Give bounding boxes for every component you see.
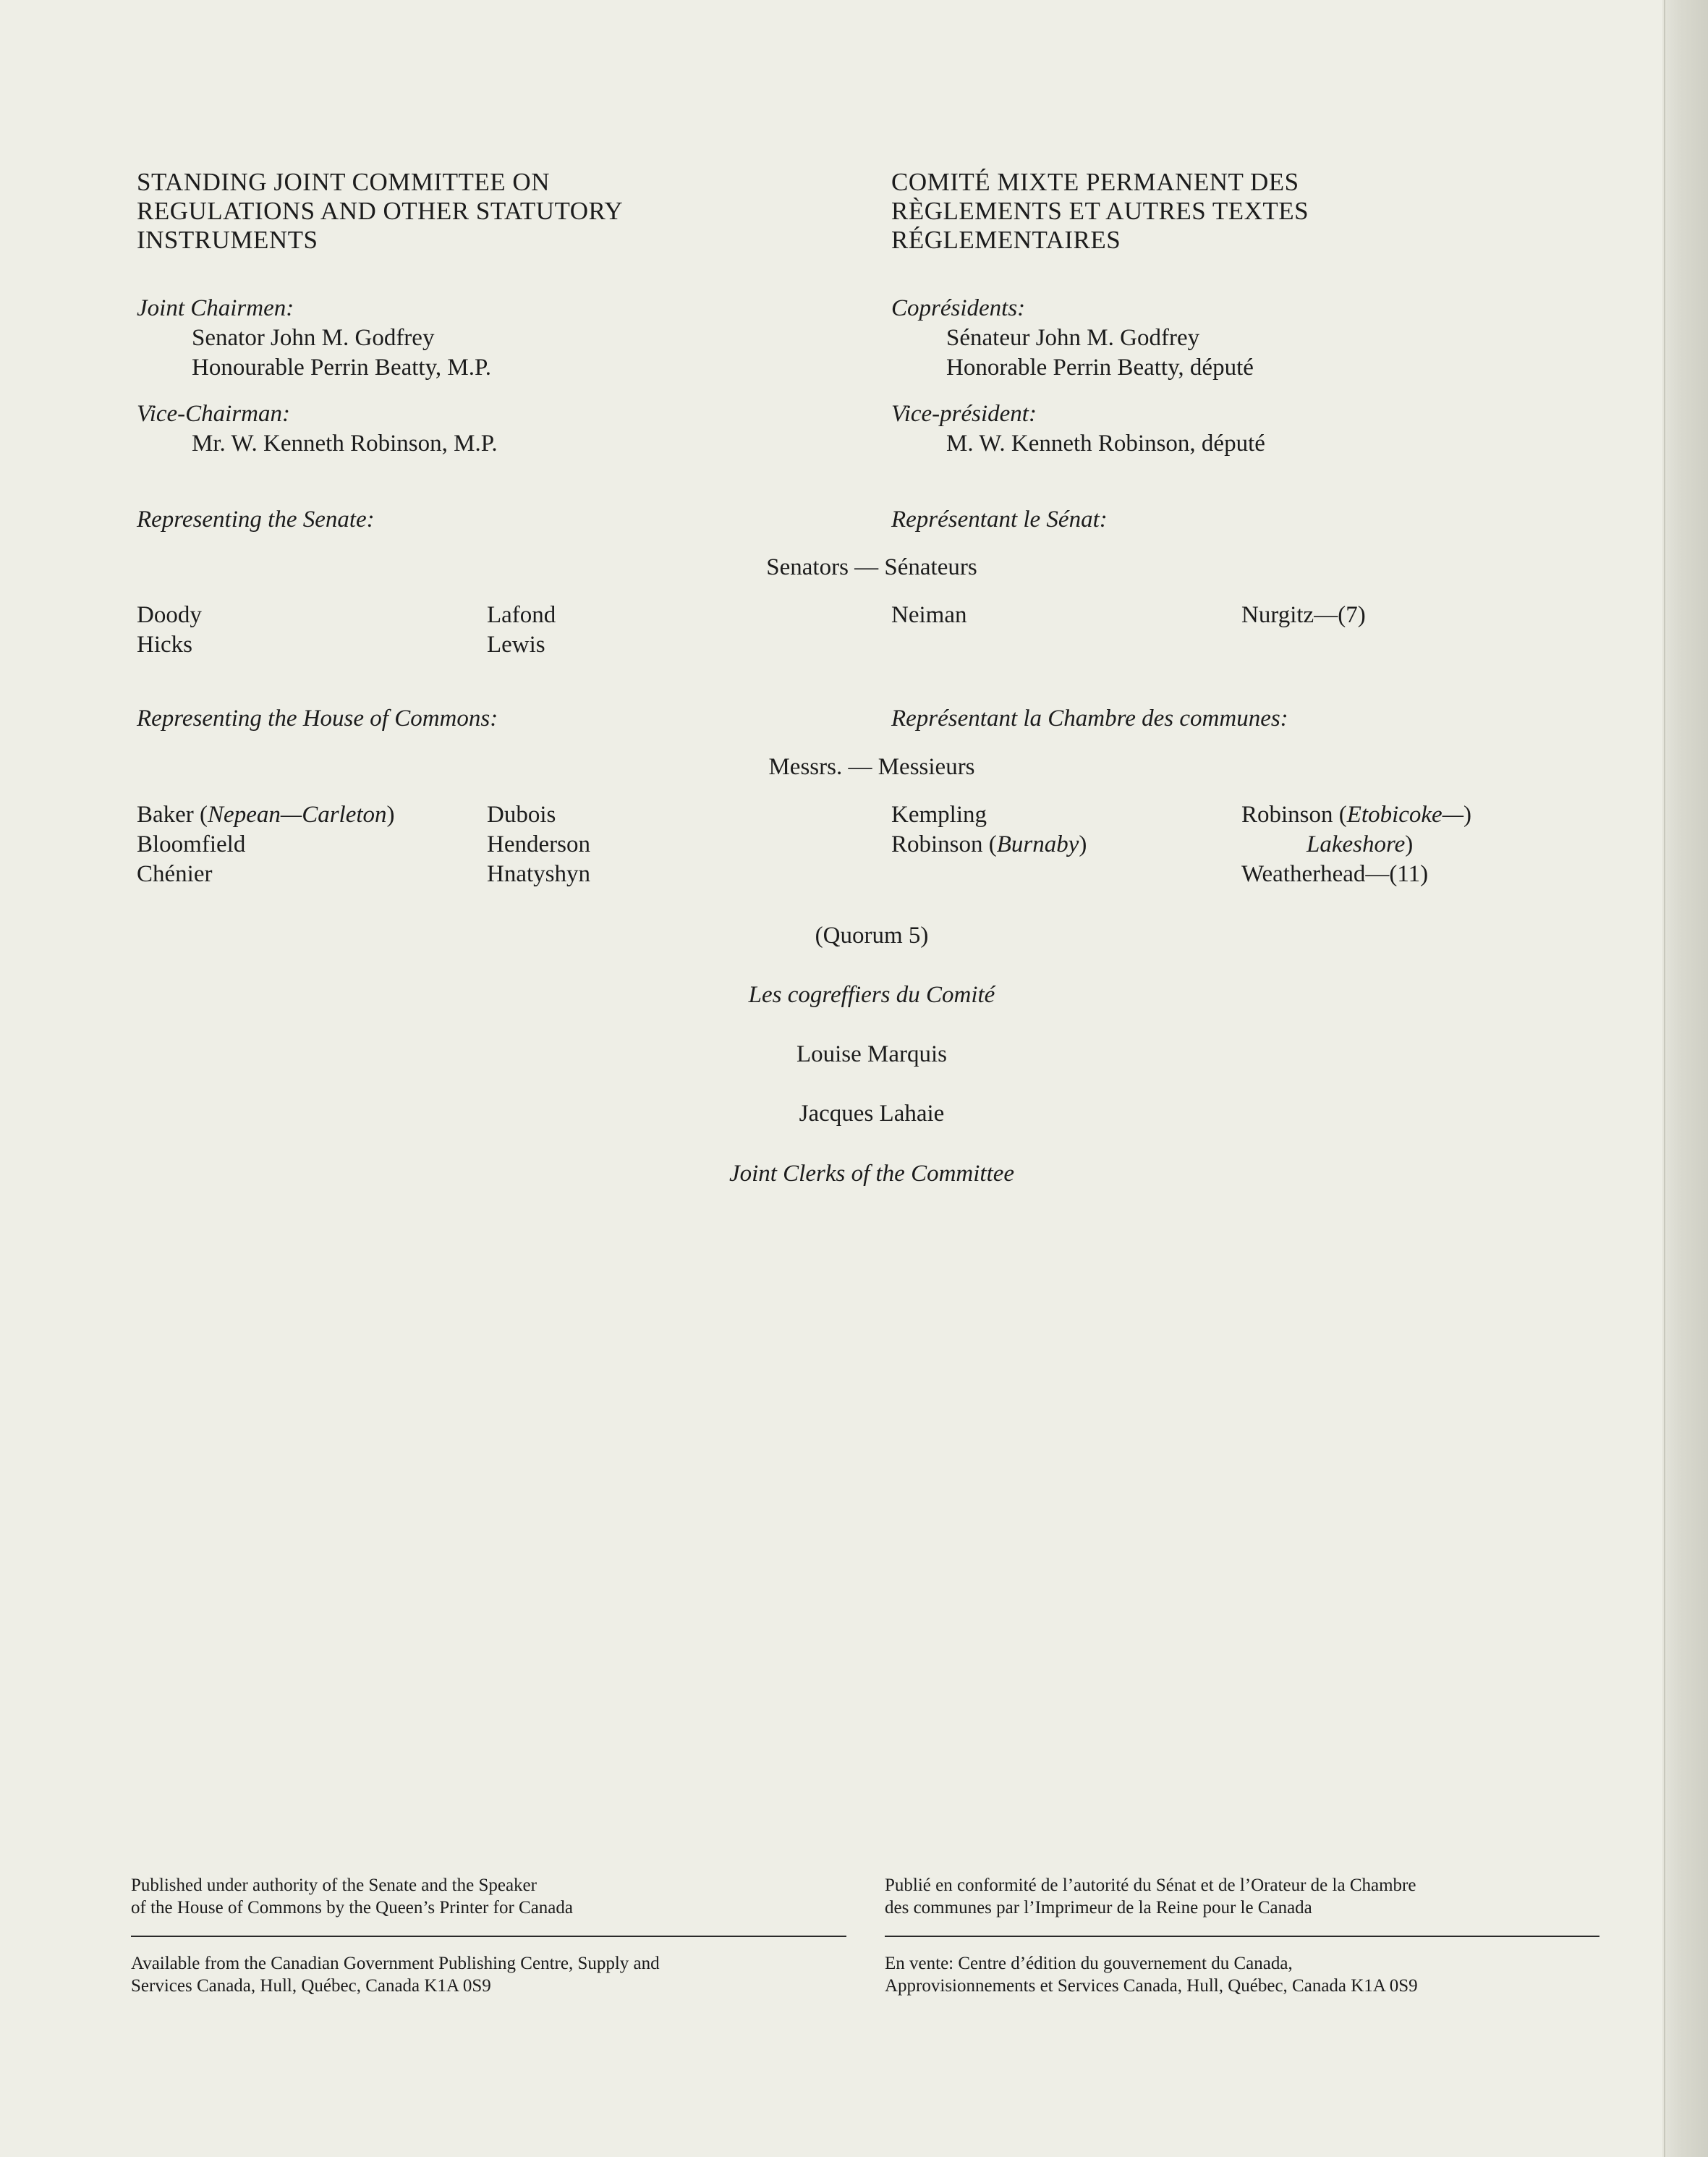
quorum: (Quorum 5) <box>815 923 929 949</box>
copresidents-label: Coprésidents: <box>891 295 1026 321</box>
copresident-name: Sénateur John M. Godfrey <box>946 325 1200 351</box>
footer-divider-left <box>131 1936 846 1937</box>
members-heading: Messrs. — Messieurs <box>768 754 975 780</box>
footer-line: Available from the Canadian Government Publishing Centre, Supply and <box>131 1954 660 1973</box>
senator-name: Lewis <box>487 632 545 658</box>
footer-line: Publié en conformité de l’autorité du Sénat et de l’Orateur de la Chambre <box>885 1876 1416 1895</box>
members-col-2 <box>487 800 590 889</box>
published-notice-en <box>131 1874 573 1919</box>
title-line: RÈGLEMENTS ET AUTRES TEXTES <box>891 197 1309 225</box>
senators-col-2 <box>487 601 556 660</box>
footer-divider-right <box>885 1936 1599 1937</box>
copresidents-block <box>891 294 1254 383</box>
published-notice-fr <box>885 1874 1416 1919</box>
vice-president-label: Vice-président: <box>891 401 1037 427</box>
senators-col-4 <box>1241 601 1366 630</box>
availability-notice-en <box>131 1952 660 1997</box>
member-name: Henderson <box>487 831 590 857</box>
member-name: Hnatyshyn <box>487 861 590 887</box>
senators-col-3 <box>891 601 966 630</box>
footer-line: En vente: Centre d’édition du gouvernement du Canada, <box>885 1954 1293 1973</box>
member-name: Baker (Nepean—Carleton) <box>137 802 395 828</box>
member-name-continued: Lakeshore) <box>1307 831 1414 857</box>
clerk-name: Jacques Lahaie <box>799 1101 945 1127</box>
chairman-name: Senator John M. Godfrey <box>192 325 435 351</box>
representing-commons-en: Representing the House of Commons: <box>137 705 498 732</box>
page-edge-line <box>1664 0 1665 2157</box>
clerks-label-en: Joint Clerks of the Committee <box>728 1161 1015 1187</box>
title-line: STANDING JOINT COMMITTEE ON <box>137 168 550 196</box>
vice-chairman-name: Mr. W. Kenneth Robinson, M.P. <box>192 431 498 457</box>
senator-name: Lafond <box>487 602 556 628</box>
clerks-label-fr: Les cogreffiers du Comité <box>748 982 995 1008</box>
senators-heading: Senators — Sénateurs <box>766 554 977 580</box>
chairman-name: Honourable Perrin Beatty, M.P. <box>192 355 491 381</box>
member-name: Bloomfield <box>137 831 246 857</box>
representing-senate-en: Representing the Senate: <box>137 507 375 533</box>
member-name: Chénier <box>137 861 213 887</box>
footer-line: Approvisionnements et Services Canada, Hull, Québec, Canada K1A 0S9 <box>885 1976 1418 1996</box>
availability-notice-fr <box>885 1952 1418 1997</box>
clerk-name: Louise Marquis <box>796 1041 948 1067</box>
member-name: Kempling <box>891 802 987 828</box>
members-col-3 <box>891 800 1087 860</box>
footer-line: of the House of Commons by the Queen’s Printer for Canada <box>131 1898 573 1917</box>
member-name: Weatherhead—(11) <box>1241 861 1429 887</box>
member-name: Dubois <box>487 802 556 828</box>
page-edge-shadow <box>1662 0 1708 2157</box>
committee-title-en <box>137 168 623 255</box>
footer-line: Published under authority of the Senate and the Speaker <box>131 1876 537 1895</box>
vice-chairman-block <box>137 399 498 459</box>
copresident-name: Honorable Perrin Beatty, député <box>946 355 1254 381</box>
vice-president-block <box>891 399 1265 459</box>
member-name: Robinson (Etobicoke—) <box>1241 802 1472 828</box>
senator-name: Neiman <box>891 602 967 628</box>
footer-line: des communes par l’Imprimeur de la Reine pour le Canada <box>885 1898 1312 1917</box>
senator-name: Nurgitz—(7) <box>1241 602 1366 628</box>
joint-chairmen-block <box>137 294 491 383</box>
members-col-1 <box>137 800 395 889</box>
senator-name: Doody <box>137 602 202 628</box>
committee-title-fr <box>891 168 1309 255</box>
member-name: Robinson (Burnaby) <box>891 831 1087 857</box>
members-col-4 <box>1241 800 1471 889</box>
senator-name: Hicks <box>137 632 192 658</box>
representing-senate-fr: Représentant le Sénat: <box>891 507 1108 533</box>
title-line: REGULATIONS AND OTHER STATUTORY <box>137 197 624 225</box>
senators-col-1 <box>137 601 202 660</box>
title-line: RÉGLEMENTAIRES <box>891 226 1121 254</box>
title-line: INSTRUMENTS <box>137 226 318 254</box>
footer-line: Services Canada, Hull, Québec, Canada K1A 0S9 <box>131 1976 491 1996</box>
vice-chairman-label: Vice-Chairman: <box>137 401 291 427</box>
representing-commons-fr: Représentant la Chambre des communes: <box>891 705 1288 732</box>
title-line: COMITÉ MIXTE PERMANENT DES <box>891 168 1299 196</box>
vice-president-name: M. W. Kenneth Robinson, député <box>946 431 1265 457</box>
joint-chairmen-label: Joint Chairmen: <box>137 295 294 321</box>
